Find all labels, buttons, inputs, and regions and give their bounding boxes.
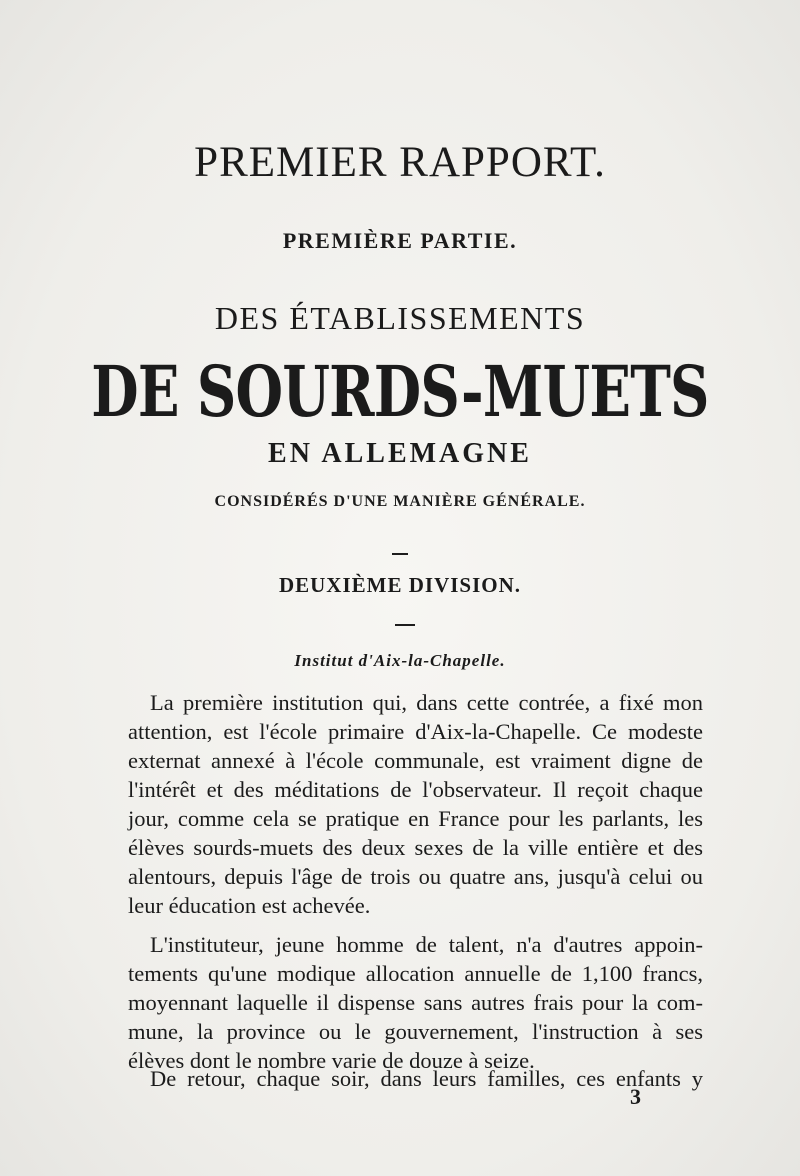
text-line: mune, la province ou le gouvernement, l'instruction à ses [128, 1019, 703, 1044]
subject-line-3: EN ALLEMAGNE [268, 438, 532, 469]
divider-rule-2 [395, 624, 415, 626]
section-heading: Institut d'Aix-la-Chapelle. [294, 651, 506, 670]
text-line: attention, est l'école primaire d'Aix-la-Chapelle. Ce modeste [128, 719, 703, 744]
text-line: tements qu'une modique allocation annuelle de 1,100 francs, [128, 961, 703, 986]
text-line: alentours, depuis l'âge de trois ou quatre ans, jusqu'à celui ou [128, 864, 703, 889]
subject-line-4: CONSIDÉRÉS D'UNE MANIÈRE GÉNÉRALE. [214, 493, 586, 510]
division-heading: DEUXIÈME DIVISION. [278, 573, 522, 597]
text-line: l'intérêt et des méditations de l'observateur. Il reçoit chaque [128, 777, 703, 802]
text-line: L'instituteur, jeune homme de talent, n'a d'autres appoin- [150, 932, 703, 957]
paragraph-1 [128, 688, 703, 920]
text-line: élèves sourds-muets des deux sexes de la ville entière et des [128, 835, 703, 860]
divider-rule-1 [392, 553, 408, 555]
text-line: externat annexé à l'école communale, est vraiment digne de [128, 748, 703, 773]
text-line: jour, comme cela se pratique en France pour les parlants, les [128, 806, 703, 831]
subject-line-1: DES ÉTABLISSEMENTS [214, 300, 586, 336]
paragraph-3 [128, 1064, 703, 1093]
text-line: moyennant laquelle il dispense sans autres frais pour la com- [128, 990, 703, 1015]
report-title: PREMIER RAPPORT. [194, 139, 606, 186]
text-line: leur éducation est achevée. [128, 893, 371, 918]
text-line: La première institution qui, dans cette contrée, a fixé mon [150, 690, 703, 715]
paragraph-2 [128, 930, 703, 1075]
text-line: De retour, chaque soir, dans leurs familles, ces enfants y [150, 1066, 703, 1091]
subject-line-2: DE SOURDS-MUETS [91, 350, 709, 433]
text-line: élèves dont le nombre varie de douze à seize. [128, 1048, 535, 1073]
page-number: 3 [630, 1084, 641, 1109]
part-heading: PREMIÈRE PARTIE. [282, 228, 518, 253]
